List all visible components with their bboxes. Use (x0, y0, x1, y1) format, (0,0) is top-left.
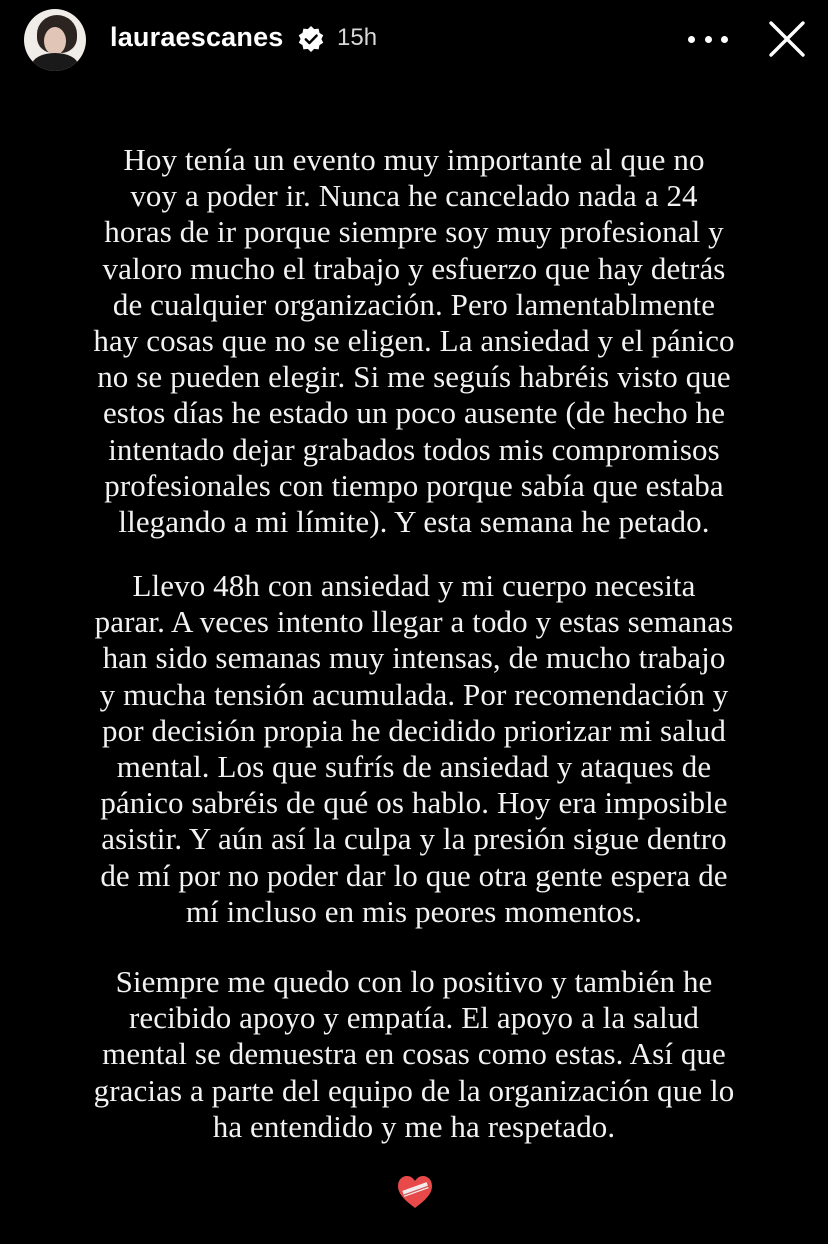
avatar-face (44, 27, 66, 55)
profile-avatar[interactable] (24, 9, 86, 71)
paragraph-2 (0, 568, 828, 930)
text-line: horas de ir porque siempre soy muy profesional y (104, 214, 724, 250)
text-line: mí incluso en mis peores momentos. (185, 893, 643, 929)
text-line: hay cosas que no se eligen. La ansiedad y el pánico (93, 323, 735, 359)
more-dot (721, 36, 728, 43)
text-line: por decisión propia he decidido priorizar mi salud (102, 712, 726, 748)
text-line: han sido semanas muy intensas, de mucho trabajo (102, 640, 726, 676)
mending-heart-icon (394, 1172, 436, 1212)
post-time: 15h (337, 24, 378, 51)
text-line: de cualquier organización. Pero lamentablmente (112, 286, 716, 322)
text-line: estos días he estado un poco ausente (de hecho he (102, 395, 726, 431)
text-line: Siempre me quedo con lo positivo y también he (115, 964, 713, 999)
text-line: mental. Los que sufrís de ansiedad y ataques de (116, 749, 712, 785)
text-line: llegando a mi límite). Y esta semana he petado. (118, 504, 710, 540)
paragraph-1 (0, 142, 828, 540)
text-line: voy a poder ir. Nunca he cancelado nada a 24 (130, 178, 698, 214)
text-line: mental se demuestra en cosas como estas. Así que (102, 1036, 726, 1072)
text-line: recibido apoyo y empatía. El apoyo a la salud (128, 1000, 700, 1036)
text-line: parar. A veces intento llegar a todo y estas semanas (94, 604, 734, 640)
text-line: asistir. Y aún así la culpa y la presión sigue dentro (101, 821, 727, 857)
story-header (0, 0, 828, 80)
text-line: no se pueden elegir. Si me seguís habréis visto que (97, 359, 731, 395)
text-line: intentado dejar grabados todos mis compromisos (108, 431, 720, 467)
paragraph-3 (0, 964, 828, 1145)
more-dot (705, 36, 712, 43)
avatar-body (32, 53, 78, 71)
text-line: valoro mucho el trabajo y esfuerzo que hay detrás (102, 250, 726, 286)
text-line: gracias a parte del equipo de la organización que lo (93, 1072, 735, 1108)
text-line: profesionales con tiempo porque sabía que estaba (104, 467, 724, 503)
text-line: y mucha tensión acumulada. Por recomendación y (99, 676, 729, 712)
close-icon[interactable] (764, 16, 810, 62)
text-line: Llevo 48h con ansiedad y mi cuerpo necesita (132, 568, 696, 603)
text-line: ha entendido y me ha respetado. (212, 1108, 616, 1144)
text-line: pánico sabréis de qué os hablo. Hoy era imposible (100, 785, 728, 821)
more-options-icon[interactable] (688, 27, 728, 51)
verified-badge-icon (296, 24, 326, 54)
text-line: Hoy tenía un evento muy importante al que no (123, 142, 705, 177)
username-link[interactable]: lauraescanes (110, 22, 284, 52)
text-line: de mí por no poder dar lo que otra gente espera de (100, 857, 728, 893)
more-dot (688, 36, 695, 43)
